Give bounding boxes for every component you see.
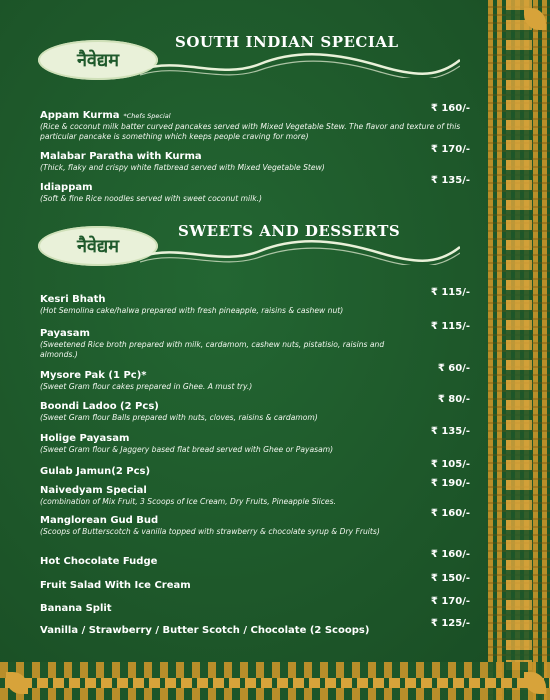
item-name: Hot Chocolate Fudge (40, 556, 158, 567)
item-name: Banana Split (40, 603, 112, 614)
item-name: Appam Kurma (40, 110, 120, 121)
item-description: (Sweet Gram flour & Jaggery based flat bread served with Ghee or Payasam) (40, 445, 334, 454)
menu-item (40, 508, 470, 537)
bottom-ornament-inner (0, 678, 550, 688)
item-price: ₹ 160/- (430, 103, 470, 114)
menu-item (40, 426, 470, 455)
section-title: SWEETS AND DESSERTS (178, 222, 401, 240)
item-price: ₹ 105/- (430, 459, 470, 470)
right-ornament-inner (506, 0, 532, 700)
item-description: (Sweet Gram flour Balls prepared with nuts, cloves, raisins & cardamom) (40, 413, 318, 422)
item-description: (Soft & fine Rice noodles served with sweet coconut milk.) (40, 194, 262, 203)
menu-item (40, 175, 470, 204)
item-price: ₹ 150/- (430, 573, 470, 584)
item-name: Fruit Salad With Ice Cream (40, 580, 191, 591)
item-price: ₹ 170/- (430, 144, 470, 155)
item-name: Payasam (40, 328, 90, 339)
item-description: (Sweetened Rice broth prepared with milk, cardamom, cashew nuts, pistatisio, raisins and almonds.) (40, 340, 385, 359)
menu-item (40, 573, 470, 592)
item-description: (Rice & coconut milk batter curved pancakes served with Mixed Vegetable Stew. The flavor and texture of this particular pancake is something which keeps people craving for more) (40, 122, 461, 141)
item-price: ₹ 190/- (430, 478, 470, 489)
item-price: ₹ 115/- (430, 321, 470, 332)
item-name: Mysore Pak (1 Pc)* (40, 370, 147, 381)
item-name: Gulab Jamun(2 Pcs) (40, 466, 151, 477)
item-name: Naivedyam Special (40, 485, 147, 496)
section-title: SOUTH INDIAN SPECIAL (175, 33, 399, 51)
item-price: ₹ 125/- (430, 618, 470, 629)
menu-item (40, 363, 470, 392)
item-name: Vanilla / Strawberry / Butter Scotch / Chocolate (2 Scoops) (40, 625, 370, 636)
menu-item (40, 144, 470, 173)
menu-item (40, 549, 470, 568)
menu-item (40, 287, 470, 316)
item-price: ₹ 135/- (430, 175, 470, 186)
item-description: (Thick, flaky and crispy white flatbread served with Mixed Vegetable Stew) (40, 163, 325, 172)
item-name: Kesri Bhath (40, 294, 106, 305)
wave-divider-icon (140, 50, 460, 78)
item-name: Holige Payasam (40, 433, 130, 444)
item-price: ₹ 80/- (437, 394, 470, 405)
item-price: ₹ 115/- (430, 287, 470, 298)
section-logo-badge: नैवेद्यम (38, 40, 158, 80)
item-description: (Scoops of Butterscotch & vanilla topped with strawberry & chocolate syrup & Dry Fruits) (40, 527, 380, 536)
menu-item (40, 596, 470, 615)
item-price: ₹ 160/- (430, 508, 470, 519)
item-price: ₹ 160/- (430, 549, 470, 560)
item-name: Malabar Paratha with Kurma (40, 151, 202, 162)
item-price: ₹ 60/- (437, 363, 470, 374)
menu-item (40, 459, 470, 478)
item-name: Idiappam (40, 182, 93, 193)
item-description: (Hot Semolina cake/halwa prepared with fresh pineapple, raisins & cashew nut) (40, 306, 344, 315)
chef-special-note: *Chefs Special (123, 112, 171, 120)
item-price: ₹ 135/- (430, 426, 470, 437)
menu-item (40, 618, 470, 637)
item-description: (combination of Mix Fruit, 3 Scoops of Ice Cream, Dry Fruits, Pineapple Slices. (40, 497, 336, 506)
item-description: (Sweet Gram flour cakes prepared in Ghee. A must try.) (40, 382, 253, 391)
item-name: Manglorean Gud Bud (40, 515, 159, 526)
item-price: ₹ 170/- (430, 596, 470, 607)
menu-item (40, 394, 470, 423)
menu-item (40, 103, 470, 142)
item-name: Boondi Ladoo (2 Pcs) (40, 401, 159, 412)
section-logo-badge: नैवेद्यम (38, 226, 158, 266)
menu-item (40, 478, 470, 507)
menu-item (40, 321, 470, 360)
wave-divider-icon (140, 237, 460, 265)
